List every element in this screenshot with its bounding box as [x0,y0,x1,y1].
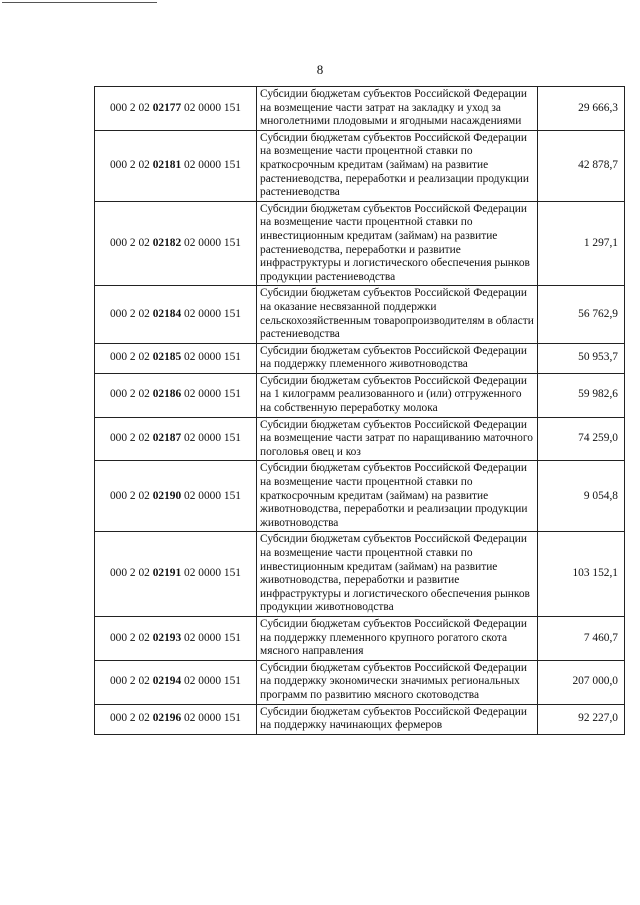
code-main: 02184 [152,307,182,320]
description-cell: Субсидии бюджетам субъектов Российской Федерации на возмещение части процентной ставки по инвестиционным кредитам (займам) на развитие растениеводства, переработки и развитие инфраструктуры и логистического обеспечения рынков продукции растениеводства [257,201,538,286]
table-row [95,87,625,131]
code-suffix: 02 0000 151 [181,432,241,445]
description-cell: Субсидии бюджетам субъектов Российской Федерации на возмещение части затрат на закладку и уход за многолетними плодовыми и ягодными насаждениями [257,87,538,131]
table-row [95,616,625,660]
amount-cell: 42 878,7 [538,130,625,201]
code-prefix: 000 2 02 [109,432,153,445]
budget-code-cell [95,373,257,417]
code-prefix: 000 2 02 [109,675,153,688]
code-main: 02182 [152,236,182,249]
code-main: 02181 [152,158,182,171]
code-main: 02190 [152,489,182,502]
description-cell: Субсидии бюджетам субъектов Российской Федерации на 1 килограмм реализованного и (или) отгруженного на собственную переработку молока [257,373,538,417]
amount-cell: 74 259,0 [538,417,625,461]
table-row [95,660,625,704]
description-cell: Субсидии бюджетам субъектов Российской Федерации на поддержку племенного крупного рогатого скота мясного направления [257,616,538,660]
code-suffix: 02 0000 151 [181,489,241,502]
table-row [95,373,625,417]
code-main: 02185 [152,351,182,364]
code-suffix: 02 0000 151 [181,388,241,401]
table-body [95,87,625,735]
table-row [95,417,625,461]
code-suffix: 02 0000 151 [181,675,241,688]
description-cell: Субсидии бюджетам субъектов Российской Федерации на возмещение части процентной ставки по краткосрочным кредитам (займам) на развитие растениеводства, переработки и реализации продукции растениеводства [257,130,538,201]
code-prefix: 000 2 02 [109,101,153,114]
table-row [95,201,625,286]
budget-table [94,86,625,735]
budget-code-cell [95,660,257,704]
amount-cell: 1 297,1 [538,201,625,286]
budget-code-cell [95,286,257,343]
code-prefix: 000 2 02 [109,567,153,580]
description-cell: Субсидии бюджетам субъектов Российской Федерации на поддержку начинающих фермеров [257,704,538,734]
code-main: 02194 [152,675,182,688]
description-cell: Субсидии бюджетам субъектов Российской Федерации на возмещение части затрат по наращиванию маточного поголовья овец и коз [257,417,538,461]
code-suffix: 02 0000 151 [181,307,241,320]
description-cell: Субсидии бюджетам субъектов Российской Федерации на оказание несвязанной поддержки сельскохозяйственным товаропроизводителям в области растениеводства [257,286,538,343]
amount-cell: 7 460,7 [538,616,625,660]
budget-code-cell [95,130,257,201]
budget-code-cell [95,343,257,373]
amount-cell: 9 054,8 [538,461,625,532]
code-suffix: 02 0000 151 [181,631,241,644]
budget-code-cell [95,704,257,734]
code-suffix: 02 0000 151 [181,712,241,725]
amount-cell: 56 762,9 [538,286,625,343]
budget-code-cell [95,532,257,617]
code-main: 02196 [152,712,182,725]
code-prefix: 000 2 02 [109,489,153,502]
budget-code-cell [95,616,257,660]
code-prefix: 000 2 02 [109,236,153,249]
code-suffix: 02 0000 151 [181,101,241,114]
code-prefix: 000 2 02 [109,631,153,644]
description-cell: Субсидии бюджетам субъектов Российской Федерации на поддержку племенного животноводства [257,343,538,373]
code-main: 02193 [152,631,182,644]
budget-code-cell [95,417,257,461]
description-cell: Субсидии бюджетам субъектов Российской Федерации на возмещение части процентной ставки по краткосрочным кредитам (займам) на развитие животноводства, переработки и реализации продукции животноводства [257,461,538,532]
amount-cell: 92 227,0 [538,704,625,734]
page-number: 8 [316,62,324,77]
table-row [95,343,625,373]
top-rule [2,2,157,3]
code-main: 02177 [152,101,182,114]
description-cell: Субсидии бюджетам субъектов Российской Федерации на возмещение части процентной ставки по инвестиционным кредитам (займам) на развитие животноводства, переработки и развитие инфраструктуры и логистического обеспечения рынков продукции животноводства [257,532,538,617]
code-prefix: 000 2 02 [109,307,153,320]
code-suffix: 02 0000 151 [181,158,241,171]
table-row [95,286,625,343]
code-main: 02191 [152,567,182,580]
code-main: 02186 [152,388,182,401]
amount-cell: 50 953,7 [538,343,625,373]
amount-cell: 59 982,6 [538,373,625,417]
code-main: 02187 [152,432,182,445]
amount-cell: 29 666,3 [538,87,625,131]
amount-cell: 103 152,1 [538,532,625,617]
code-suffix: 02 0000 151 [181,236,241,249]
budget-code-cell [95,461,257,532]
code-prefix: 000 2 02 [109,712,153,725]
budget-code-cell [95,87,257,131]
description-cell: Субсидии бюджетам субъектов Российской Федерации на поддержку экономически значимых региональных программ по развитию мясного скотоводства [257,660,538,704]
code-suffix: 02 0000 151 [181,351,241,364]
code-prefix: 000 2 02 [109,158,153,171]
table-row [95,532,625,617]
code-prefix: 000 2 02 [109,351,153,364]
table-row [95,130,625,201]
amount-cell: 207 000,0 [538,660,625,704]
budget-code-cell [95,201,257,286]
code-suffix: 02 0000 151 [181,567,241,580]
code-prefix: 000 2 02 [109,388,153,401]
table-row [95,461,625,532]
table-row [95,704,625,734]
